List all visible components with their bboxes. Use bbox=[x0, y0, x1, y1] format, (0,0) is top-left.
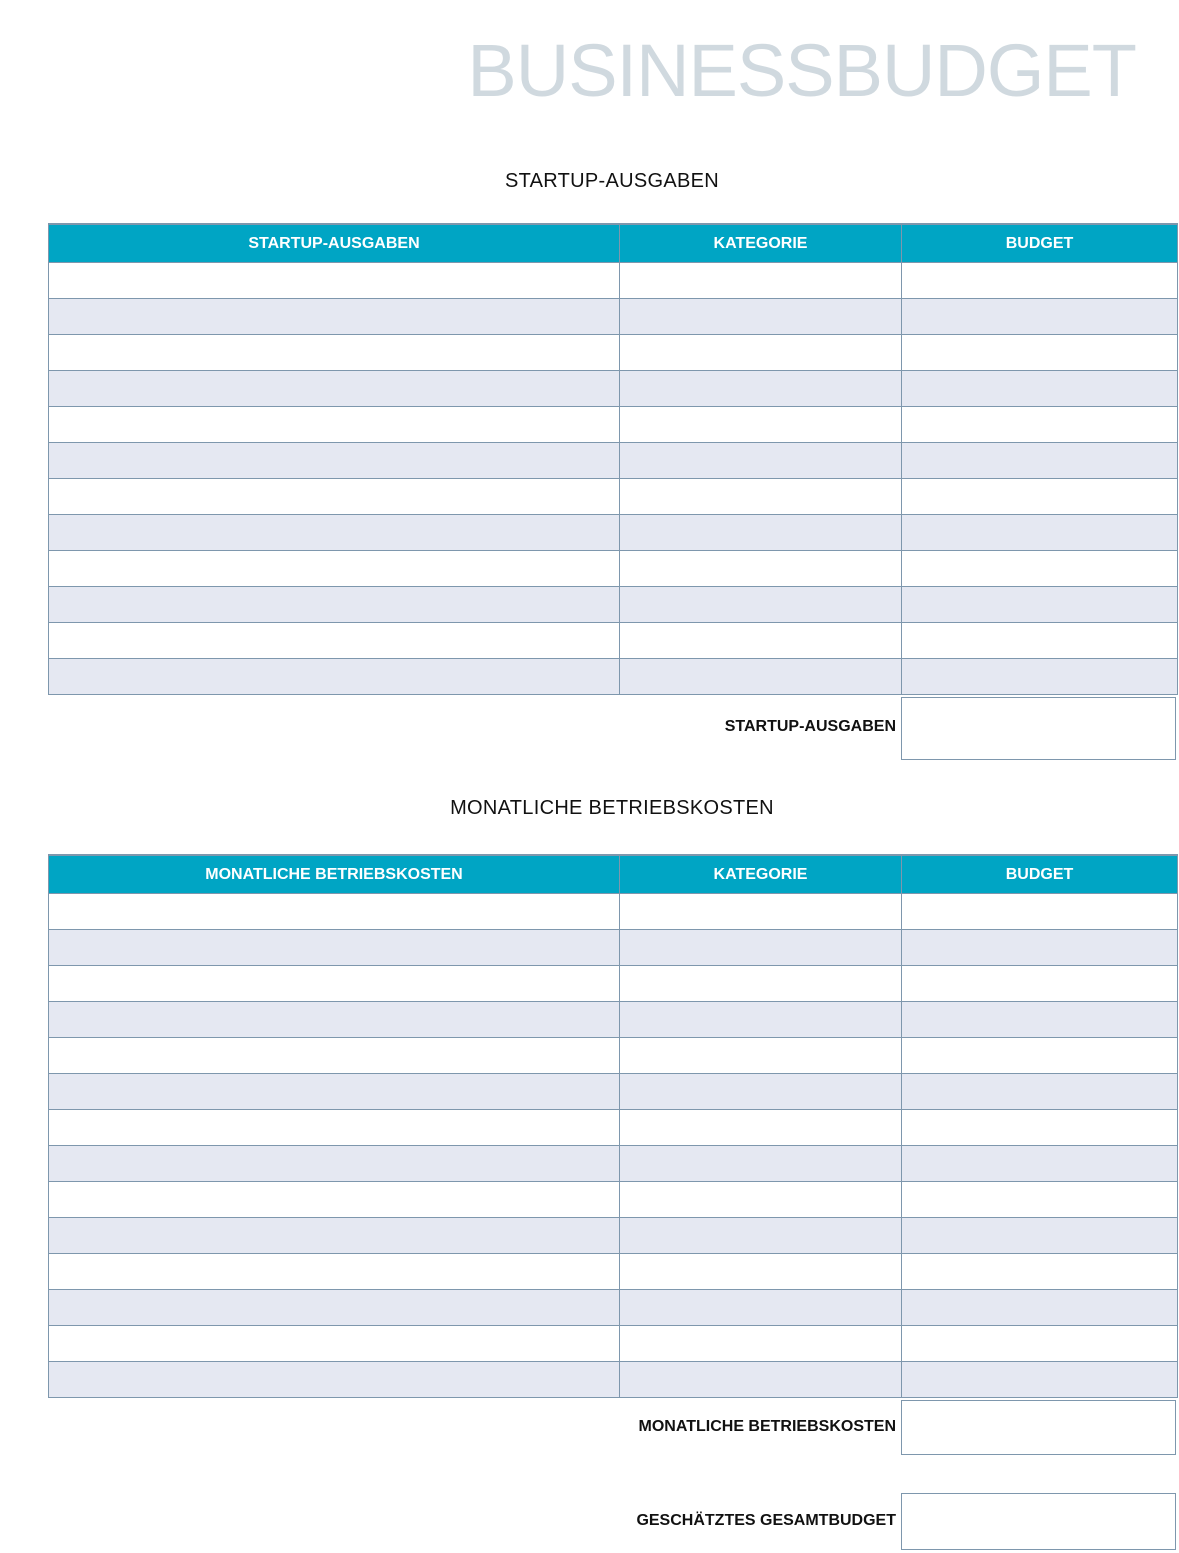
item-cell[interactable] bbox=[49, 1218, 620, 1254]
column-header-category: KATEGORIE bbox=[620, 224, 902, 263]
table-row bbox=[49, 371, 1178, 407]
item-cell[interactable] bbox=[49, 551, 620, 587]
monthly-table bbox=[48, 854, 1178, 1398]
category-cell[interactable] bbox=[620, 587, 902, 623]
budget-cell[interactable] bbox=[902, 1038, 1178, 1074]
table-row bbox=[49, 1254, 1178, 1290]
category-cell[interactable] bbox=[620, 1074, 902, 1110]
budget-cell[interactable] bbox=[902, 587, 1178, 623]
monthly-section-title: MONATLICHE BETRIEBSKOSTEN bbox=[450, 797, 774, 819]
table-row bbox=[49, 335, 1178, 371]
page-title: BUSINESSBUDGET bbox=[467, 29, 1136, 112]
budget-cell[interactable] bbox=[902, 1074, 1178, 1110]
table-row bbox=[49, 623, 1178, 659]
table-row bbox=[49, 551, 1178, 587]
item-cell[interactable] bbox=[49, 894, 620, 930]
budget-cell[interactable] bbox=[902, 371, 1178, 407]
budget-cell[interactable] bbox=[902, 443, 1178, 479]
budget-cell[interactable] bbox=[902, 407, 1178, 443]
monthly-table-body bbox=[49, 894, 1178, 1398]
item-cell[interactable] bbox=[49, 515, 620, 551]
budget-cell[interactable] bbox=[902, 659, 1178, 695]
budget-cell[interactable] bbox=[902, 894, 1178, 930]
budget-cell[interactable] bbox=[902, 335, 1178, 371]
category-cell[interactable] bbox=[620, 1326, 902, 1362]
startup-table bbox=[48, 223, 1178, 695]
item-cell[interactable] bbox=[49, 335, 620, 371]
startup-total-field[interactable] bbox=[901, 697, 1176, 760]
grand-total-field[interactable] bbox=[901, 1493, 1176, 1550]
grand-total-label: GESCHÄTZTES GESAMTBUDGET bbox=[636, 1512, 896, 1529]
budget-cell[interactable] bbox=[902, 1146, 1178, 1182]
item-cell[interactable] bbox=[49, 1362, 620, 1398]
budget-cell[interactable] bbox=[902, 1362, 1178, 1398]
startup-section-title: STARTUP-AUSGABEN bbox=[504, 170, 720, 192]
table-row bbox=[49, 1290, 1178, 1326]
table-row bbox=[49, 1326, 1178, 1362]
table-row bbox=[49, 1146, 1178, 1182]
table-row bbox=[49, 894, 1178, 930]
item-cell[interactable] bbox=[49, 1110, 620, 1146]
table-row bbox=[49, 1182, 1178, 1218]
category-cell[interactable] bbox=[620, 299, 902, 335]
startup-total-label: STARTUP-AUSGABEN bbox=[724, 718, 896, 735]
category-cell[interactable] bbox=[620, 1290, 902, 1326]
budget-cell[interactable] bbox=[902, 1110, 1178, 1146]
table-row bbox=[49, 1038, 1178, 1074]
item-cell[interactable] bbox=[49, 966, 620, 1002]
table-row bbox=[49, 587, 1178, 623]
item-cell[interactable] bbox=[49, 1290, 620, 1326]
category-cell[interactable] bbox=[620, 1362, 902, 1398]
category-cell[interactable] bbox=[620, 551, 902, 587]
category-cell[interactable] bbox=[620, 930, 902, 966]
budget-cell[interactable] bbox=[902, 930, 1178, 966]
item-cell[interactable] bbox=[49, 371, 620, 407]
item-cell[interactable] bbox=[49, 659, 620, 695]
column-header-startup-expense: STARTUP-AUSGABEN bbox=[49, 224, 620, 263]
category-cell[interactable] bbox=[620, 443, 902, 479]
budget-cell[interactable] bbox=[902, 1182, 1178, 1218]
budget-cell[interactable] bbox=[902, 966, 1178, 1002]
category-cell[interactable] bbox=[620, 371, 902, 407]
budget-cell[interactable] bbox=[902, 623, 1178, 659]
category-cell[interactable] bbox=[620, 479, 902, 515]
budget-cell[interactable] bbox=[902, 299, 1178, 335]
table-row bbox=[49, 479, 1178, 515]
monthly-total-label: MONATLICHE BETRIEBSKOSTEN bbox=[638, 1418, 896, 1435]
budget-cell[interactable] bbox=[902, 1254, 1178, 1290]
table-row bbox=[49, 443, 1178, 479]
category-cell[interactable] bbox=[620, 1146, 902, 1182]
budget-cell[interactable] bbox=[902, 479, 1178, 515]
budget-cell[interactable] bbox=[902, 263, 1178, 299]
startup-table-body bbox=[49, 263, 1178, 695]
item-cell[interactable] bbox=[49, 479, 620, 515]
item-cell[interactable] bbox=[49, 443, 620, 479]
item-cell[interactable] bbox=[49, 299, 620, 335]
category-cell[interactable] bbox=[620, 1038, 902, 1074]
table-row bbox=[49, 1362, 1178, 1398]
budget-cell[interactable] bbox=[902, 1218, 1178, 1254]
table-row bbox=[49, 1002, 1178, 1038]
table-row bbox=[49, 299, 1178, 335]
column-header-budget: BUDGET bbox=[902, 855, 1178, 894]
item-cell[interactable] bbox=[49, 623, 620, 659]
category-cell[interactable] bbox=[620, 623, 902, 659]
item-cell[interactable] bbox=[49, 1146, 620, 1182]
item-cell[interactable] bbox=[49, 1074, 620, 1110]
item-cell[interactable] bbox=[49, 587, 620, 623]
item-cell[interactable] bbox=[49, 1254, 620, 1290]
category-cell[interactable] bbox=[620, 966, 902, 1002]
table-row bbox=[49, 263, 1178, 299]
category-cell[interactable] bbox=[620, 407, 902, 443]
category-cell[interactable] bbox=[620, 894, 902, 930]
item-cell[interactable] bbox=[49, 407, 620, 443]
category-cell[interactable] bbox=[620, 1002, 902, 1038]
column-header-budget: BUDGET bbox=[902, 224, 1178, 263]
table-row bbox=[49, 1218, 1178, 1254]
item-cell[interactable] bbox=[49, 1182, 620, 1218]
item-cell[interactable] bbox=[49, 1002, 620, 1038]
budget-cell[interactable] bbox=[902, 1290, 1178, 1326]
budget-cell[interactable] bbox=[902, 1326, 1178, 1362]
column-header-monthly-cost: MONATLICHE BETRIEBSKOSTEN bbox=[49, 855, 620, 894]
category-cell[interactable] bbox=[620, 1254, 902, 1290]
item-cell[interactable] bbox=[49, 930, 620, 966]
category-cell[interactable] bbox=[620, 263, 902, 299]
table-row bbox=[49, 515, 1178, 551]
item-cell[interactable] bbox=[49, 1038, 620, 1074]
startup-header-row bbox=[49, 224, 1178, 263]
item-cell[interactable] bbox=[49, 1326, 620, 1362]
category-cell[interactable] bbox=[620, 1182, 902, 1218]
category-cell[interactable] bbox=[620, 335, 902, 371]
category-cell[interactable] bbox=[620, 659, 902, 695]
table-row bbox=[49, 966, 1178, 1002]
monthly-total-field[interactable] bbox=[901, 1400, 1176, 1455]
table-row bbox=[49, 1074, 1178, 1110]
budget-cell[interactable] bbox=[902, 515, 1178, 551]
column-header-category: KATEGORIE bbox=[620, 855, 902, 894]
table-row bbox=[49, 659, 1178, 695]
monthly-header-row bbox=[49, 855, 1178, 894]
item-cell[interactable] bbox=[49, 263, 620, 299]
table-row bbox=[49, 1110, 1178, 1146]
table-row bbox=[49, 930, 1178, 966]
category-cell[interactable] bbox=[620, 515, 902, 551]
category-cell[interactable] bbox=[620, 1110, 902, 1146]
budget-cell[interactable] bbox=[902, 1002, 1178, 1038]
budget-cell[interactable] bbox=[902, 551, 1178, 587]
table-row bbox=[49, 407, 1178, 443]
category-cell[interactable] bbox=[620, 1218, 902, 1254]
